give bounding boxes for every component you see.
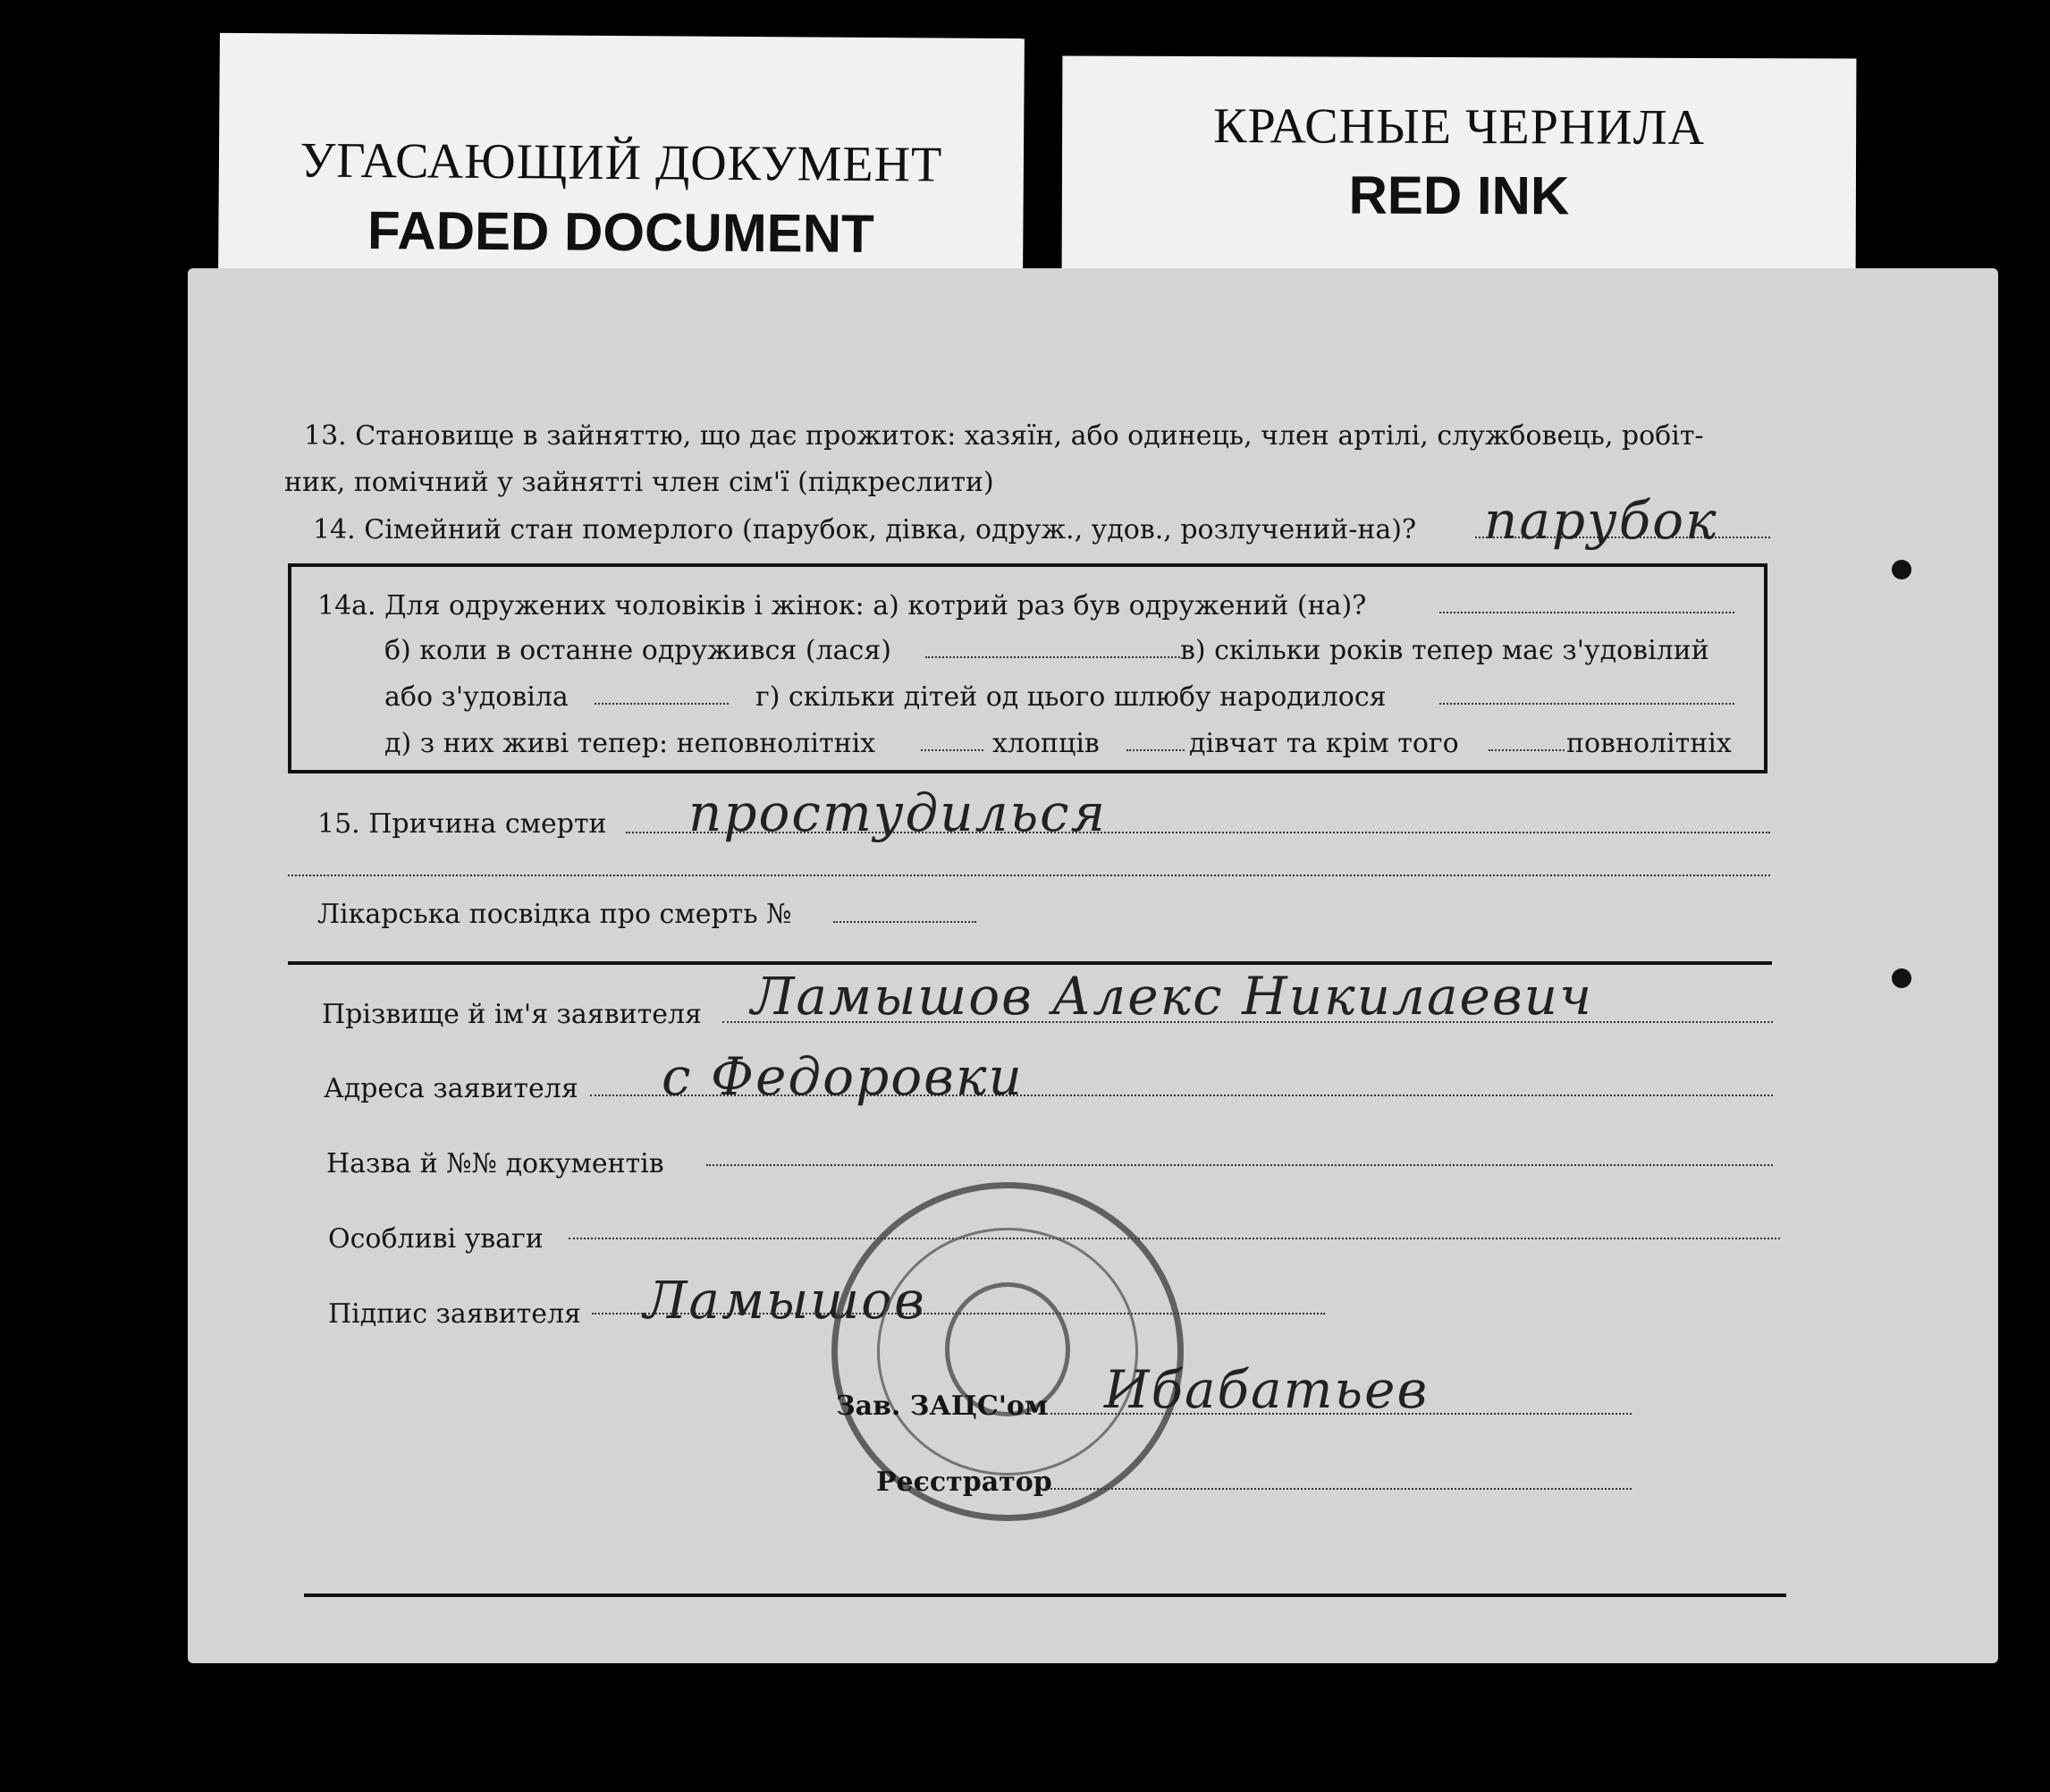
item-14-handwritten-value: парубок xyxy=(1484,490,1718,551)
medical-certificate-label: Лікарська посвідка про смерть № xyxy=(317,899,792,930)
red-ink-label-english: RED INK xyxy=(1348,165,1570,226)
medical-certificate-line xyxy=(833,921,976,923)
documents-line xyxy=(706,1164,1773,1166)
applicant-signature-handwritten: Ламышов xyxy=(644,1270,926,1331)
item-15-continuation-line xyxy=(288,875,1770,876)
item-13-line-1: 13. Становище в зайняттю, що дає прожиток: хазяїн, або одинець, член артілі, службовець, робіт- xyxy=(304,420,1704,452)
item-14a-d-label: д) з них живі тепер: неповнолітніх xyxy=(384,728,876,759)
item-14a-girls-line xyxy=(1489,749,1565,751)
item-14a-v-label: в) скільки років тепер має з'удовілий xyxy=(1180,635,1709,666)
item-14a-widow-line xyxy=(595,703,729,705)
punch-hole-top xyxy=(1892,560,1911,579)
registrar-label: Реєстратор xyxy=(876,1467,1052,1498)
applicant-name-handwritten: Ламышов Алекс Никилаевич xyxy=(751,966,1594,1027)
applicant-address-handwritten: с Федоровки xyxy=(662,1046,1024,1107)
item-14a-abo-label: або з'удовіла xyxy=(384,681,569,713)
item-14a-g-label: г) скільки дітей од цього шлюбу народилося xyxy=(755,681,1387,713)
applicant-address-label: Адреса заявителя xyxy=(324,1073,578,1104)
red-ink-label-russian: КРАСНЫЕ ЧЕРНИЛА xyxy=(1213,98,1706,156)
notes-label: Особливі уваги xyxy=(328,1223,544,1255)
punch-hole-bottom xyxy=(1892,968,1911,988)
head-signature-handwritten: Ибабатьев xyxy=(1104,1359,1430,1420)
documents-label: Назва й №№ документів xyxy=(326,1148,664,1179)
applicant-name-label: Прізвище й ім'я заявителя xyxy=(322,999,702,1030)
item-15-label: 15. Причина смерти xyxy=(317,808,607,840)
signature-label: Підпис заявителя xyxy=(328,1298,581,1330)
item-14a-g-line xyxy=(1439,703,1734,705)
faded-label-russian: УГАСАЮЩИЙ ДОКУМЕНТ xyxy=(299,132,943,193)
registrar-line xyxy=(1046,1488,1632,1490)
section-divider xyxy=(288,961,1772,965)
bottom-rule xyxy=(304,1593,1786,1597)
item-14a-boys-line xyxy=(1126,749,1185,751)
item-14a-line-1: 14а. Для одружених чоловіків і жінок: а) котрий раз був одружений (на)? xyxy=(317,590,1367,621)
item-14a-boys-label: хлопців xyxy=(992,728,1100,759)
item-14a-b-label: б) коли в останне одружився (лася) xyxy=(384,635,891,666)
item-14-label: 14. Сімейний стан померлого (парубок, дівка, одруж., удов., розлучений-на)? xyxy=(313,514,1417,545)
item-15-handwritten-value: простудилься xyxy=(688,782,1108,843)
item-14a-girls-label: дівчат та крім того xyxy=(1189,728,1459,759)
faded-label-english: FADED DOCUMENT xyxy=(367,200,874,264)
item-14a-b-line xyxy=(925,656,1180,658)
item-14a-adults-label: повнолітніх xyxy=(1566,728,1732,759)
item-14a-d-line xyxy=(921,749,983,751)
faded-document-label xyxy=(218,33,1025,275)
red-ink-label xyxy=(1062,55,1857,282)
item-13-line-2: ник, помічний у зайнятті член сім'ї (підкреслити) xyxy=(284,467,994,498)
head-of-registry-label: Зав. ЗАЦС'ом xyxy=(836,1390,1048,1422)
item-14a-a-line xyxy=(1439,612,1734,613)
notes-line xyxy=(569,1238,1780,1239)
